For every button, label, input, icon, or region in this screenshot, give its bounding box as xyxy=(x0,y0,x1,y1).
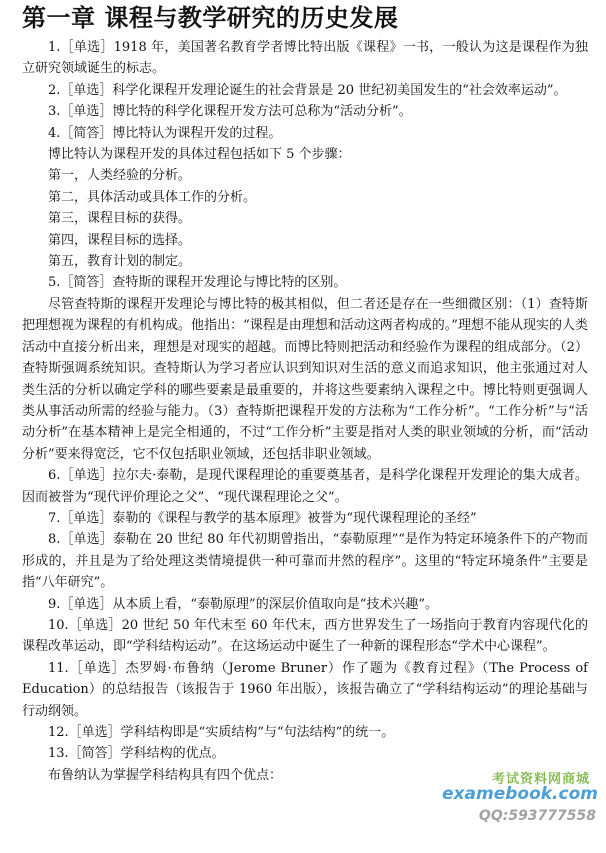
paragraph: 10.［单选］20 世纪 50 年代末至 60 年代末，西方世界发生了一场指向于教育内容现代化的课程改革运动，即“学科结构运动”。在这场运动中诞生了一种新的课程形态“学术中心课程”。 xyxy=(22,617,588,655)
paragraph: 9.［单选］从本质上看，“泰勒原理”的深层价值取向是“技术兴趣”。 xyxy=(48,596,438,612)
watermark-qq: QQ:593777558 xyxy=(478,808,596,824)
paragraph: 布鲁纳认为掌握学科结构具有四个优点： xyxy=(48,767,283,783)
paragraph: 11.［单选］杰罗姆·布鲁纳（Jerome Bruner）作了题为《教育过程》（The Process of Education）的总结报告（该报告于 1960 年出版），该报告确立了“学科结构运动”的理论基础与行动纲领。 xyxy=(22,660,588,719)
paragraph: 7.［单选］泰勒的《课程与教学的基本原理》被誉为“现代课程理论的圣经” xyxy=(48,510,477,526)
process-step: 第二，具体活动或具体工作的分析。 xyxy=(48,189,257,205)
process-step: 第一，人类经验的分析。 xyxy=(48,168,192,184)
paragraph: 13.［简答］学科结构的优点。 xyxy=(48,746,225,762)
process-step: 第五，教育计划的制定。 xyxy=(48,254,192,270)
document-body xyxy=(22,37,588,786)
paragraph: 2.［单选］科学化课程开发理论诞生的社会背景是 20 世纪初美国发生的“社会效率运动”。 xyxy=(48,82,567,98)
paragraph: 12.［单选］学科结构即是“实质结构”与“句法结构”的统一。 xyxy=(48,725,395,740)
watermark-name: 考试资料网商城 xyxy=(491,772,590,787)
paragraph: 5.［简答］查特斯的课程开发理论与博比特的区别。 xyxy=(48,275,347,291)
paragraph: 尽管查特斯的课程开发理论与博比特的极其相似，但二者还是存在一些细微区别：（1）查特斯把理想视为课程的有机构成。他指出：“课程是由理想和活动这两者构成的。”理想不能从现实的人类活动中直接分析出来，理想是对现实的超越。而博比特则把活动和经验作为课程的组成部分。（2）查特斯强调系统知识。查特斯认为学习者应认识到知识对生活的意义而追求知识，他主张通过对人类生活的分析以确定学科的哪些要素是最重要的，并将这些要素纳入课程之中。博比特则更强调人类从事活动所需的经验与能力。（3）查特斯把课程开发的方法称为“工作分析”。“工作分析”与“活动分析”在基本精神上是完全相通的，不过“工作分析”主要是指对人类的职业领域的分析，而“活动分析”要来得宽泛，它不仅包括职业领域，还包括非职业领域。 xyxy=(22,296,588,462)
chapter-title: 第一章 课程与教学研究的历史发展 xyxy=(22,4,399,32)
process-step: 第四，课程目标的选择。 xyxy=(48,232,192,248)
watermark-site: examebook.com xyxy=(442,784,598,804)
paragraph: 4.［简答］博比特认为课程开发的过程。 xyxy=(48,125,282,141)
paragraph: 博比特认为课程开发的具体过程包括如下 5 个步骤： xyxy=(48,147,351,163)
paragraph: 3.［单选］博比特的科学化课程开发方法可总称为“活动分析”。 xyxy=(48,104,412,120)
paragraph: 8.［单选］泰勒在 20 世纪 80 年代初期曾指出，“泰勒原理”“是作为特定环境条件下的产物而形成的，并且是为了给处理这类情境提供一种可靠而井然的程序”。这里的“特定环境条件”主要是指“八年研究”。 xyxy=(22,532,588,591)
process-step: 第三，课程目标的获得。 xyxy=(48,211,192,227)
paragraph: 6.［单选］拉尔夫·泰勒，是现代课程理论的重要奠基者，是科学化课程开发理论的集大成者。因而被誉为“现代评价理论之父”、“现代课程理论之父”。 xyxy=(22,468,588,505)
paragraph: 1.［单选］1918 年，美国著名教育学者博比特出版《课程》一书，一般认为这是课程作为独立研究领域诞生的标志。 xyxy=(22,40,588,77)
